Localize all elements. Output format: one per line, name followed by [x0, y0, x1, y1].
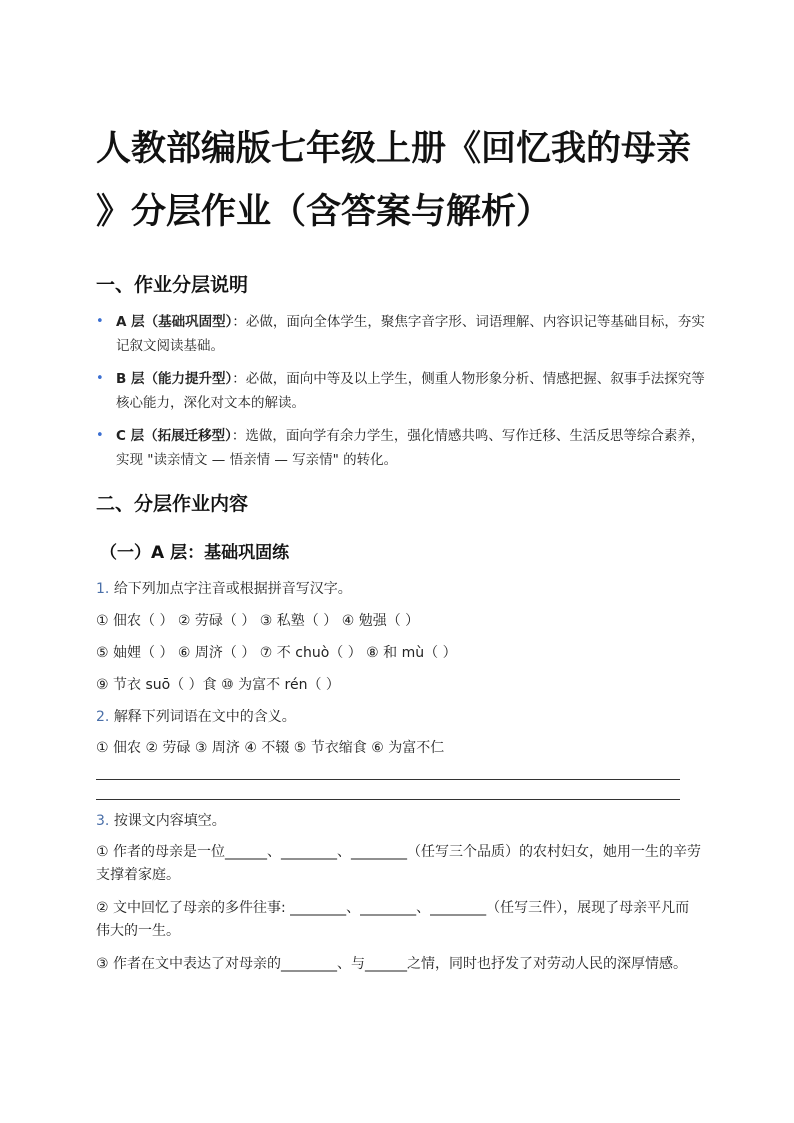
- bullet-icon: •: [96, 428, 104, 443]
- list-item: [96, 367, 706, 415]
- question-1-row-3: ⑨ 节衣 suō（ ）食 ⑩ 为富不 rén（ ）: [96, 677, 340, 693]
- question-2-terms: ① 佃农 ② 劳碌 ③ 周济 ④ 不辍 ⑤ 节衣缩食 ⑥ 为富不仁: [96, 740, 445, 756]
- list-item: [96, 424, 706, 472]
- question-text: 给下列加点字注音或根据拼音写汉字。: [113, 581, 352, 597]
- answer-line: [96, 779, 680, 780]
- layer-label: B 层（能力提升型）: [116, 371, 233, 387]
- question-1-row-2: ⑤ 妯娌（ ） ⑥ 周济（ ） ⑦ 不 chuò（ ） ⑧ 和 mù（ ）: [96, 645, 457, 661]
- question-text: 按课文内容填空。: [113, 813, 226, 829]
- question-number: 1.: [96, 581, 110, 597]
- layer-label: C 层（拓展迁移型）: [116, 428, 232, 444]
- layer-text: ：必做，面向全体学生，聚焦字音字形、词语理解、内容识记等基础目标，夯实记叙文阅读基础。: [116, 314, 705, 354]
- question-text: 解释下列词语在文中的含义。: [113, 709, 296, 725]
- question-2-prompt: [96, 705, 296, 729]
- layer-label: A 层（基础巩固型）: [116, 314, 233, 330]
- question-number: 3.: [96, 813, 110, 829]
- question-3-prompt: [96, 809, 226, 833]
- question-3-item-3: ③ 作者在文中表达了对母亲的________、与______之情，同时也抒发了对劳动人民的深厚情感。: [96, 956, 687, 972]
- document-title: [96, 118, 716, 244]
- layer-text: ：必做，面向中等及以上学生，侧重人物形象分析、情感把握、叙事手法探究等核心能力，深化对文本的解读。: [116, 371, 705, 411]
- bullet-icon: •: [96, 371, 104, 386]
- layer-text: ：选做，面向学有余力学生，强化情感共鸣、写作迁移、生活反思等综合素养，实现 "读亲情文 — 悟亲情 — 写亲情" 的转化。: [116, 428, 705, 468]
- question-1-row-1: ① 佃农（ ） ② 劳碌（ ） ③ 私塾（ ） ④ 勉强（ ）: [96, 613, 420, 629]
- list-item: [96, 310, 706, 358]
- title-line-1: 人教部编版七年级上册《回忆我的母亲: [96, 129, 692, 169]
- layer-a-heading: （一）A 层：基础巩固练: [100, 543, 290, 563]
- section-1-heading: 一、作业分层说明: [96, 274, 249, 296]
- section-2-heading: 二、分层作业内容: [96, 493, 249, 515]
- question-3-item-1: ① 作者的母亲是一位______、________、________（任写三个品质）的农村妇女，她用一生的辛劳支撑着家庭。: [96, 844, 701, 883]
- answer-line: [96, 799, 680, 800]
- question-3-item-2: ② 文中回忆了母亲的多件往事: ________、________、________（任写三件），展现了母亲平凡而伟大的一生。: [96, 900, 690, 939]
- layer-description-list: [96, 310, 706, 481]
- bullet-icon: •: [96, 314, 104, 329]
- question-number: 2.: [96, 709, 110, 725]
- question-1-prompt: [96, 577, 352, 601]
- title-line-2: 》分层作业（含答案与解析）: [96, 192, 552, 232]
